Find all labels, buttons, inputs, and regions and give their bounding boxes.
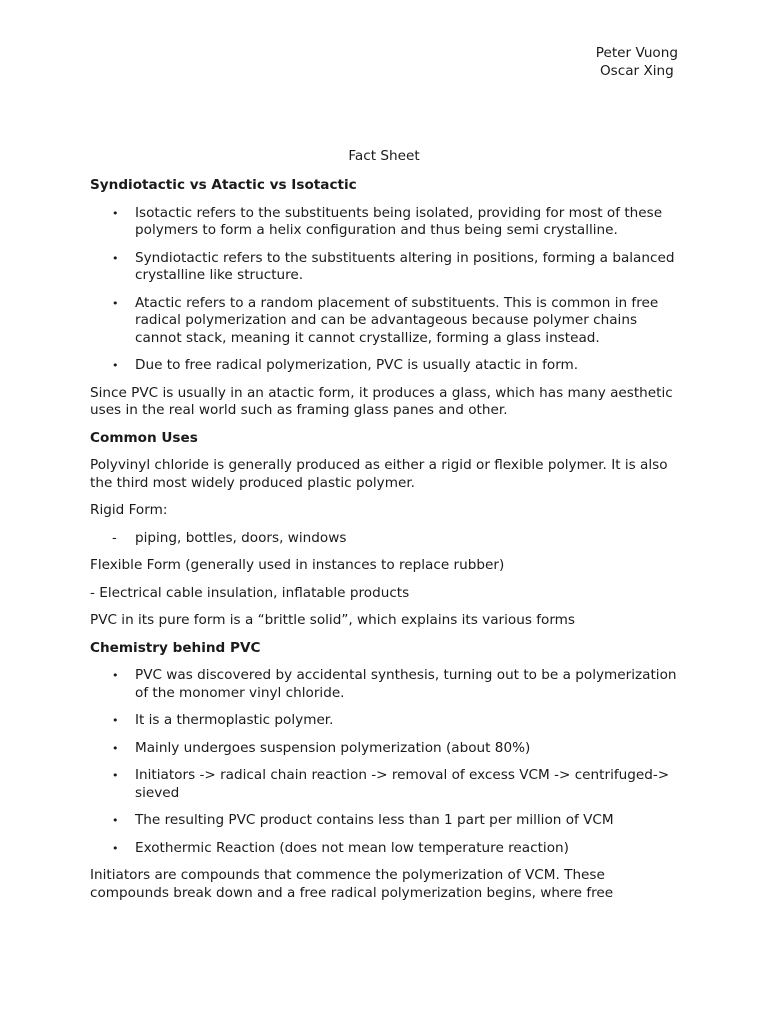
list-item-text: It is a thermoplastic polymer. — [135, 712, 334, 728]
list-item-text: piping, bottles, doors, windows — [135, 529, 347, 546]
dash-marker: - — [112, 530, 117, 546]
list-item-text: Syndiotactic refers to the substituents altering in positions, forming a balanced crystalline like structure. — [135, 249, 675, 283]
bullet-marker: • — [112, 841, 119, 855]
list-item-text: Due to free radical polymerization, PVC is usually atactic in form. — [135, 357, 579, 373]
list-item-text: The resulting PVC product contains less than 1 part per million of VCM — [135, 812, 614, 828]
document-title: Fact Sheet — [348, 148, 420, 164]
list-item — [90, 667, 680, 702]
bullet-marker: • — [112, 251, 119, 265]
author-block — [596, 45, 678, 80]
list-item — [90, 740, 680, 758]
section-heading-tacticity: Syndiotactic vs Atactic vs Isotactic — [90, 177, 357, 193]
author-name: Oscar Xing — [599, 62, 674, 79]
rigid-form-list — [90, 530, 680, 548]
list-item — [90, 205, 680, 240]
bullet-marker: • — [112, 206, 119, 220]
list-item-text: Atactic refers to a random placement of substituents. This is common in free radical polymerization and can be advantageous because polymer chains cannot stack, meaning it cannot crystallize, forming a glass instead. — [135, 294, 659, 346]
bullet-marker: • — [112, 741, 119, 755]
rigid-form-label: Rigid Form: — [90, 502, 168, 518]
list-item — [90, 250, 680, 285]
tacticity-bullet-list — [90, 205, 680, 375]
bullet-marker: • — [112, 769, 119, 782]
list-item-text: Exothermic Reaction (does not mean low temperature reaction) — [135, 839, 569, 856]
chemistry-paragraph: Initiators are compounds that commence the polymerization of VCM. These compounds break down and a free radical polymerization begins, where free — [90, 867, 614, 901]
list-item — [90, 530, 680, 548]
list-item — [90, 812, 680, 830]
list-item — [90, 840, 680, 858]
list-item — [90, 295, 680, 348]
flexible-form-items: - Electrical cable insulation, inflatable products — [90, 584, 410, 601]
author-name: Peter Vuong — [595, 45, 678, 61]
document-body — [90, 177, 680, 912]
flexible-form-label: Flexible Form (generally used in instances to replace rubber) — [90, 557, 505, 573]
uses-intro-paragraph: Polyvinyl chloride is generally produced as either a rigid or flexible polymer. It is also the third most widely produced plastic polymer. — [90, 457, 668, 491]
list-item — [90, 767, 680, 802]
section-heading-uses: Common Uses — [90, 429, 198, 446]
bullet-marker: • — [112, 359, 119, 372]
bullet-marker: • — [112, 814, 119, 827]
list-item-text: Mainly undergoes suspension polymerization (about 80%) — [135, 739, 531, 756]
section-heading-chemistry: Chemistry behind PVC — [90, 639, 261, 656]
bullet-marker: • — [112, 714, 119, 727]
list-item — [90, 712, 680, 730]
list-item — [90, 357, 680, 375]
list-item-text: Initiators -> radical chain reaction -> removal of excess VCM -> centrifuged-> sieved — [135, 767, 670, 801]
list-item-text: Isotactic refers to the substituents being isolated, providing for most of these polymers to form a helix configuration and thus being semi crystalline. — [135, 204, 663, 238]
list-item-text: PVC was discovered by accidental synthesis, turning out to be a polymerization of the monomer vinyl chloride. — [135, 667, 677, 701]
tacticity-paragraph: Since PVC is usually in an atactic form, it produces a glass, which has many aesthetic uses in the real world such as framing glass panes and other. — [90, 384, 673, 418]
pure-form-paragraph: PVC in its pure form is a “brittle solid”, which explains its various forms — [90, 612, 576, 628]
bullet-marker: • — [112, 296, 119, 310]
bullet-marker: • — [112, 669, 119, 682]
chemistry-bullet-list — [90, 667, 680, 857]
